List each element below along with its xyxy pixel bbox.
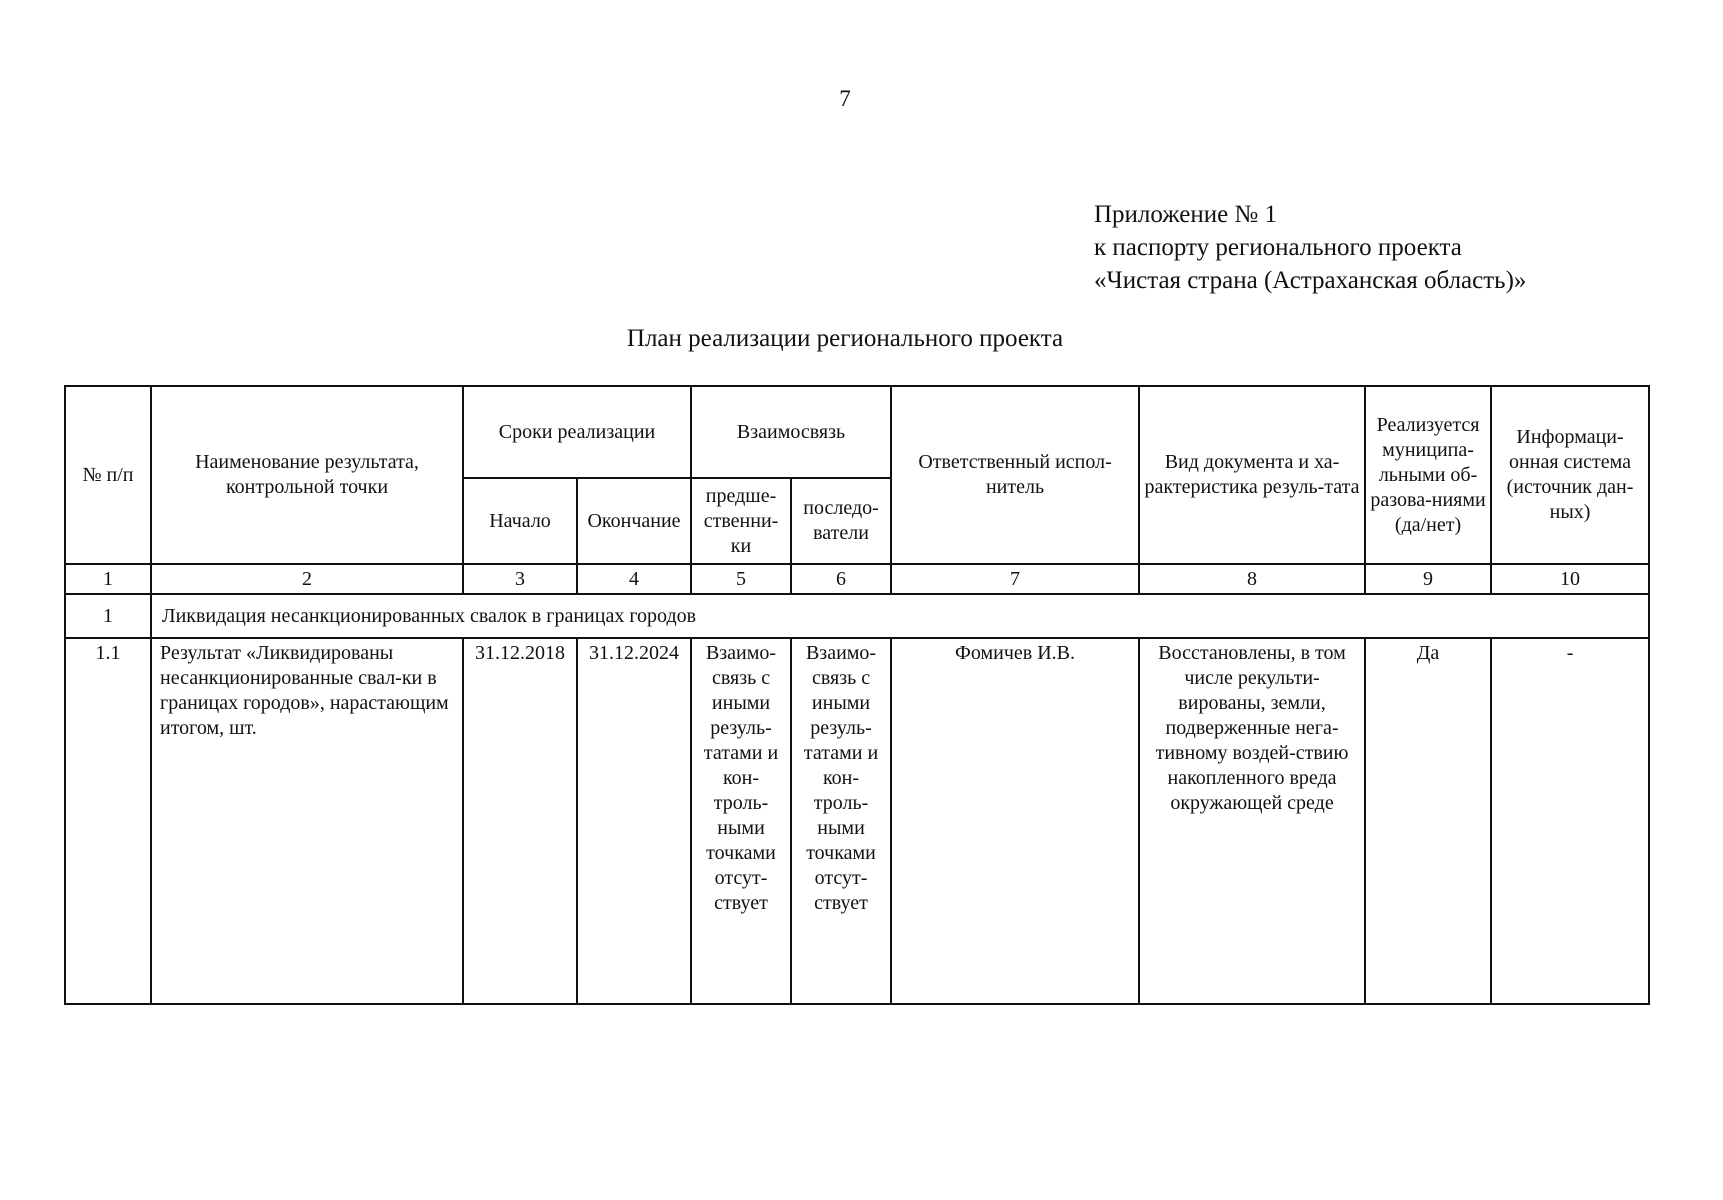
row-num: 1.1 (65, 638, 151, 1004)
column-number: 5 (691, 564, 791, 594)
header-predecessors: предше-ственни-ки (691, 478, 791, 564)
row-predecessors: Взаимо-связь с иными резуль-татами и кон-троль-ными точками отсут-ствует (691, 638, 791, 1004)
header-start: Начало (463, 478, 577, 564)
appendix-note (1094, 198, 1526, 297)
header-executor: Ответственный испол-нитель (891, 386, 1139, 564)
table-row (65, 638, 1649, 1004)
page-number: 7 (839, 86, 851, 111)
row-start-date: 31.12.2018 (463, 638, 577, 1004)
header-num: № п/п (65, 386, 151, 564)
column-number: 8 (1139, 564, 1365, 594)
appendix-line-3: «Чистая страна (Астраханская область)» (1094, 267, 1527, 294)
section-row (65, 594, 1649, 638)
plan-table (64, 385, 1650, 1005)
column-number: 1 (65, 564, 151, 594)
column-number: 9 (1365, 564, 1491, 594)
row-end-date: 31.12.2024 (577, 638, 691, 1004)
header-name: Наименование результата, контрольной точки (151, 386, 463, 564)
section-title: Ликвидация несанкционированных свалок в границах городов (151, 594, 1649, 638)
row-info-system: - (1491, 638, 1649, 1004)
row-successors: Взаимо-связь с иными резуль-татами и кон-троль-ными точками отсут-ствует (791, 638, 891, 1004)
row-doc-type: Восстановлены, в том числе рекульти-вированы, земли, подверженные нега-тивному воздей-ствию накопленного вреда окружающей среде (1139, 638, 1365, 1004)
row-executor: Фомичев И.В. (891, 638, 1139, 1004)
column-number-row (65, 564, 1649, 594)
row-municipal: Да (1365, 638, 1491, 1004)
header-municipal: Реализуется муниципа-льными об-разова-ниями (да/нет) (1365, 386, 1491, 564)
header-info-system: Информаци-онная система (источник дан-ных) (1491, 386, 1649, 564)
header-doc-type: Вид документа и ха-рактеристика резуль-тата (1139, 386, 1365, 564)
header-end: Окончание (577, 478, 691, 564)
column-number: 7 (891, 564, 1139, 594)
section-num: 1 (65, 594, 151, 638)
column-number: 6 (791, 564, 891, 594)
header-successors: последо-ватели (791, 478, 891, 564)
column-number: 10 (1491, 564, 1649, 594)
column-number: 4 (577, 564, 691, 594)
column-number: 2 (151, 564, 463, 594)
row-name: Результат «Ликвидированы несанкционированные свал-ки в границах городов», нарастающим итогом, шт. (151, 638, 463, 1004)
column-number: 3 (463, 564, 577, 594)
appendix-line-1: Приложение № 1 (1094, 201, 1278, 228)
appendix-line-2: к паспорту регионального проекта (1094, 234, 1462, 261)
header-dates-group: Сроки реализации (463, 386, 691, 478)
document-title: План реализации регионального проекта (626, 325, 1064, 352)
header-link-group: Взаимосвязь (691, 386, 891, 478)
